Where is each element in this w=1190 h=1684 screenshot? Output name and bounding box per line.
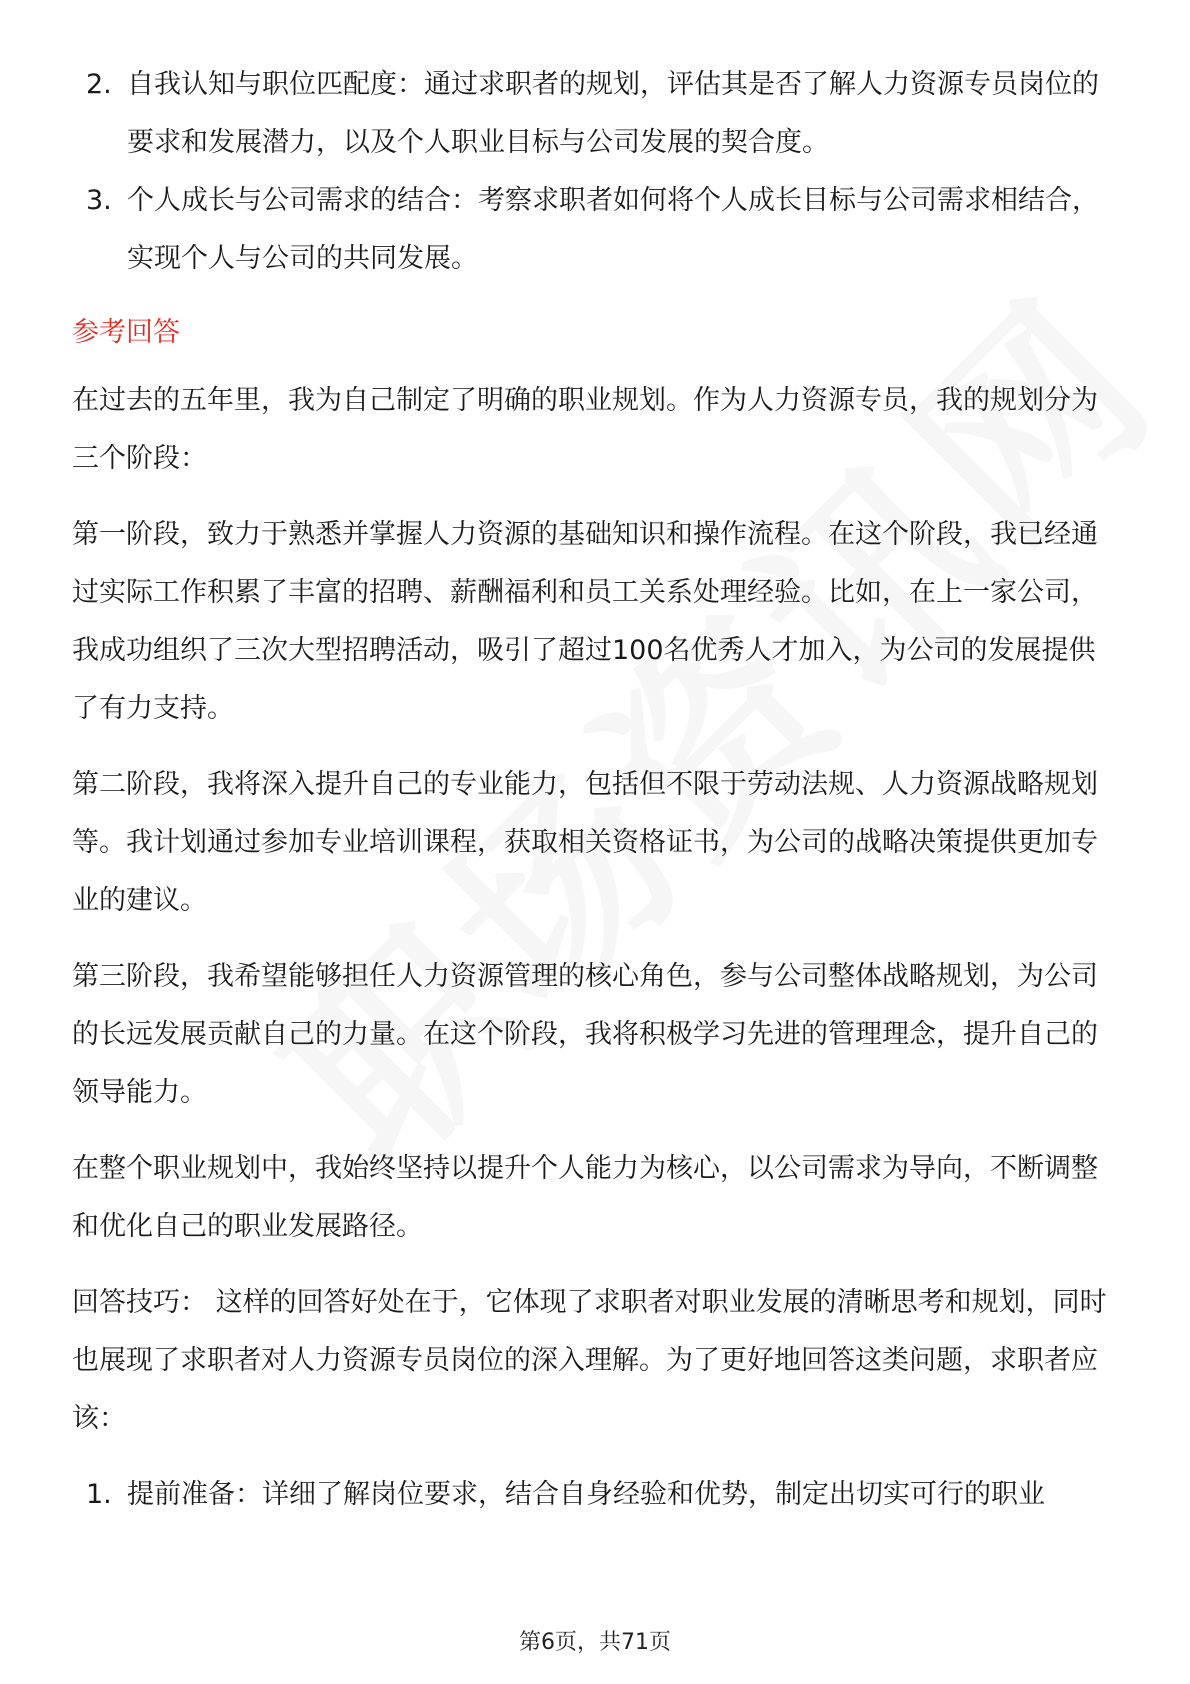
list-number: 2. bbox=[86, 69, 112, 100]
paragraph-stage-three: 第三阶段，我希望能够担任人力资源管理的核心角色，参与公司整体战略规划，为公司的长远发展贡献自己的力量。在这个阶段，我将积极学习先进的管理理念，提升自己的领导能力。 bbox=[72, 961, 1098, 1108]
page-content bbox=[72, 56, 1118, 1524]
paragraph-answer-tips: 回答技巧： 这样的回答好处在于，它体现了求职者对职业发展的清晰思考和规划，同时也展现了求职者对人力资源专员岗位的深入理解。为了更好地回答这类问题，求职者应该： bbox=[72, 1287, 1107, 1434]
tip-item-1 bbox=[72, 1466, 1118, 1524]
paragraph-stage-one: 第一阶段，致力于熟悉并掌握人力资源的基础知识和操作流程。在这个阶段，我已经通过实际工作积累了丰富的招聘、薪酬福利和员工关系处理经验。比如，在上一家公司，我成功组织了三次大型招聘活动，吸引了超过100名优秀人才加入，为公司的发展提供了有力支持。 bbox=[72, 519, 1098, 724]
paragraph-summary: 在整个职业规划中，我始终坚持以提升个人能力为核心，以公司需求为导向，不断调整和优化自己的职业发展路径。 bbox=[72, 1153, 1098, 1242]
paragraph-intro: 在过去的五年里，我为自己制定了明确的职业规划。作为人力资源专员，我的规划分为三个阶段： bbox=[72, 385, 1098, 474]
list-text: 个人成长与公司需求的结合：考察求职者如何将个人成长目标与公司需求相结合，实现个人与公司的共同发展。 bbox=[127, 185, 1099, 274]
reference-answer-heading: 参考回答 bbox=[72, 317, 180, 348]
list-number: 1. bbox=[86, 1479, 112, 1510]
page-footer: 第6页，共71页 bbox=[519, 1630, 671, 1655]
criteria-item-3 bbox=[72, 172, 1118, 288]
list-text: 提前准备：详细了解岗位要求，结合自身经验和优势，制定出切实可行的职业 bbox=[127, 1479, 1045, 1510]
list-number: 3. bbox=[86, 185, 112, 216]
list-text: 自我认知与职位匹配度：通过求职者的规划，评估其是否了解人力资源专员岗位的要求和发展潜力，以及个人职业目标与公司发展的契合度。 bbox=[127, 69, 1099, 158]
criteria-item-2 bbox=[72, 56, 1118, 172]
paragraph-stage-two: 第二阶段，我将深入提升自己的专业能力，包括但不限于劳动法规、人力资源战略规划等。我计划通过参加专业培训课程，获取相关资格证书，为公司的战略决策提供更加专业的建议。 bbox=[72, 769, 1098, 916]
